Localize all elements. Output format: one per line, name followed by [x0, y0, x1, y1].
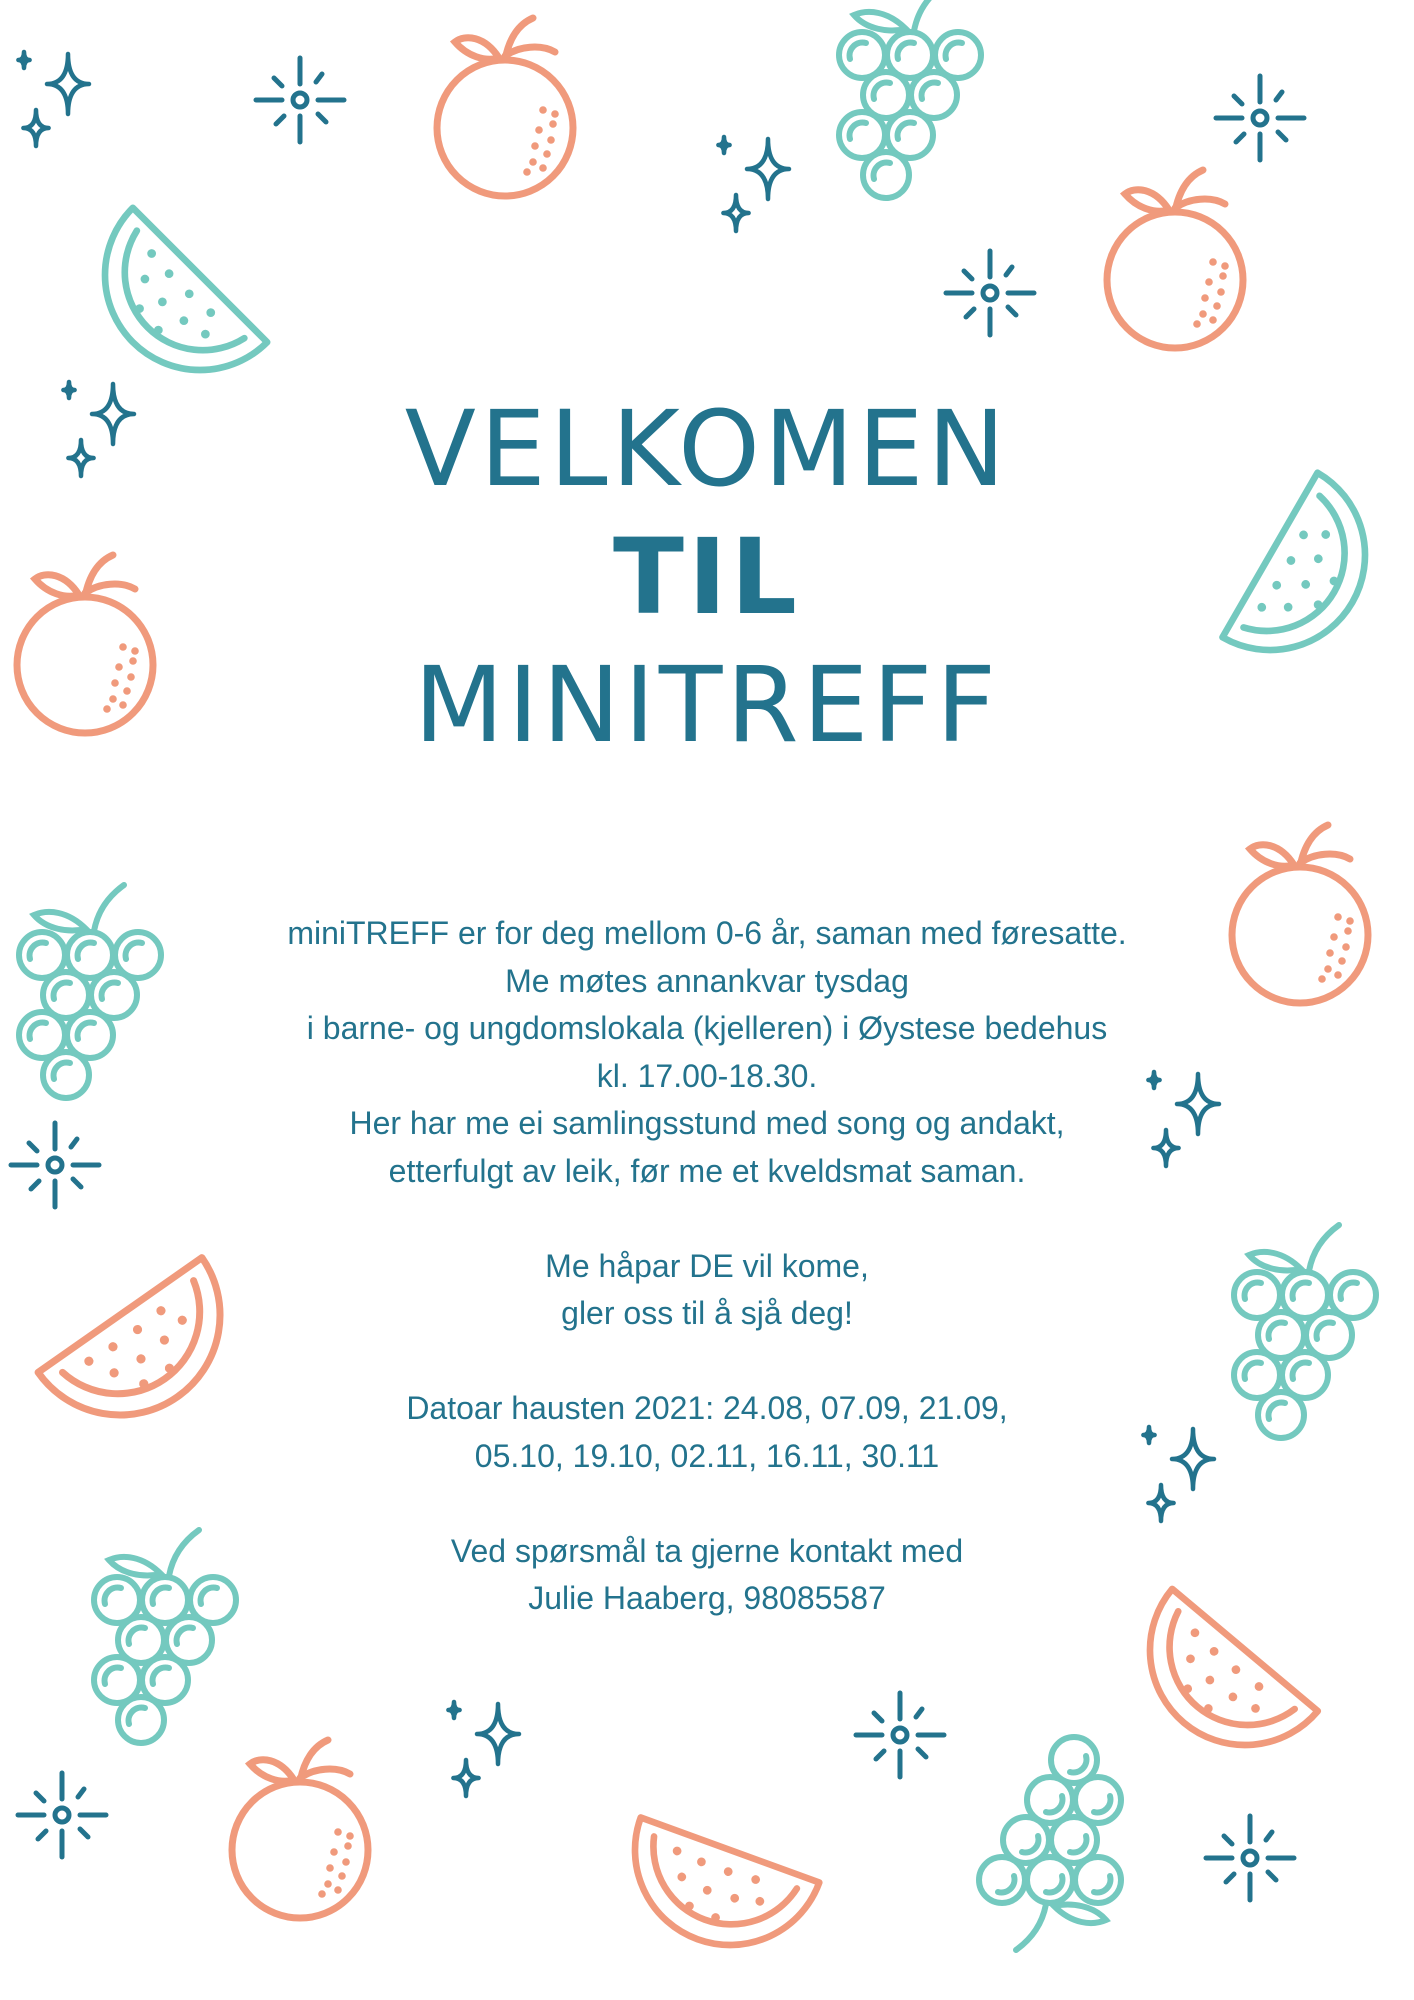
orange-icon — [1107, 170, 1243, 348]
sparkle-icon — [11, 1123, 99, 1207]
orange-icon — [1232, 825, 1368, 1003]
contact-line: Julie Haaberg, 98085587 — [528, 1580, 886, 1616]
grapes-icon — [839, 0, 981, 198]
body-line: gler oss til å sjå deg! — [561, 1295, 853, 1331]
grapes-icon — [979, 1737, 1121, 1950]
title-line-3: MINITREFF — [413, 644, 1000, 766]
sparkle-icon — [856, 1693, 944, 1777]
body-text — [180, 910, 1234, 1623]
contact-line: Ved spørsmål ta gjerne kontakt med — [450, 1532, 964, 1569]
body-line: miniTREFF er for deg mellom 0-6 år, saman med føresatte. — [287, 915, 1127, 951]
grapes-icon — [1234, 1225, 1376, 1438]
spacer — [180, 1195, 1234, 1243]
star-icon — [18, 52, 89, 146]
orange-icon — [232, 1740, 368, 1918]
body-line: Me håpar DE vil kome, — [545, 1247, 869, 1284]
orange-icon — [437, 18, 573, 196]
page-title — [0, 385, 1414, 769]
sparkle-icon — [1206, 1816, 1294, 1900]
spacer — [180, 1338, 1234, 1386]
dates-line: 05.10, 19.10, 02.11, 16.11, 30.11 — [474, 1437, 940, 1474]
dates-line: Datoar hausten 2021: 24.08, 07.09, 21.09, — [406, 1390, 1008, 1426]
watermelon-icon — [608, 1818, 819, 1972]
spacer — [180, 1480, 1234, 1528]
body-line: etterfulgt av leik, før me et kveldsmat saman. — [388, 1152, 1026, 1189]
title-line-2: TIL — [613, 516, 801, 638]
watermelon-icon — [66, 208, 268, 410]
sparkle-icon — [18, 1773, 106, 1857]
sparkle-icon — [256, 58, 344, 142]
sparkle-icon — [1216, 76, 1304, 160]
body-line: kl. 17.00-18.30. — [596, 1057, 818, 1094]
body-line: Me møtes annankvar tysdag — [505, 962, 909, 999]
grapes-icon — [19, 885, 161, 1098]
title-line-1: VELKOMEN — [404, 388, 1010, 510]
star-icon — [448, 1702, 519, 1796]
star-icon — [718, 137, 789, 231]
body-line: i barne- og ungdomslokala (kjelleren) i Øystese bedehus — [306, 1010, 1108, 1046]
sparkle-icon — [946, 251, 1034, 335]
body-line: Her har me ei samlingsstund med song og andakt, — [349, 1105, 1065, 1141]
